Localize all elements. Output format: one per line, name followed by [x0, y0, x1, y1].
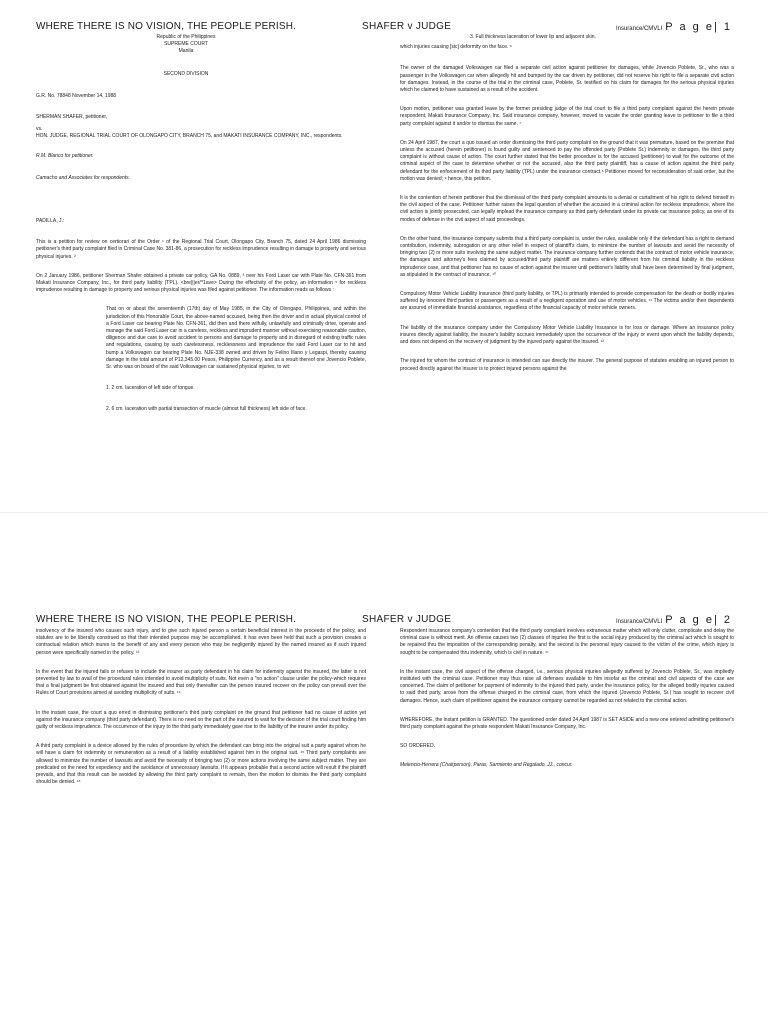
vs-line: vs.	[36, 126, 43, 133]
page2-left-column	[36, 628, 366, 792]
p1-right-para6: Compulsory Motor Vehicle Liability Insurance (third party liability, or TPL) is primarily intended to provide compensation for the death or bodily injuries suffered by innocent third parties or passengers as a result of a negligent operation and use of motor vehicles. ¹¹ The victims and/or their dependents are assured of immediate financial assistance, regardless of the financial capacity of motor vehicle owners.	[400, 291, 734, 312]
injury-item-2: 2. 6 cm. laceration with partial transection of muscle (almost full thickness) left side of face.	[106, 406, 307, 413]
p1-right-para7: The liability of the insurance company under the Compulsory Motor Vehicle Liability Insurance is for loss or damage. Where an insurance policy insures directly against liability, the insurer's liability accrues immediately upon the occurrence of the injury or event upon which the liability depends, and does not depend on the recovery of judgment by the injured party against the insured. ¹²	[400, 324, 734, 346]
p2-right-para2: In the instant case, the civil aspect of the offense charged, i.e., serious physical injuries allegedly suffered by Jovencio Poblete, Sr., was impliedly instituted with the criminal case. Petitioner may thus raise all defenses available to him insofar as the criminal and civil aspects of the case are concerned. The claim of petitioner for payment of indemnity to the injured third party, under the insurance policy, for the alleged bodily injuries caused to said third party, arose from the offense charged in the criminal case, from which the injured (Jovencio Poblete, Sr.) has sought to recover civil damages. Hence, such claim of petitioner against the insurance company cannot be regarded as not related to the criminal action.	[400, 668, 734, 704]
page1-left-column	[36, 34, 366, 420]
header-category: Insurance/CMVLI	[615, 619, 663, 625]
p1-right-para4: It is the contention of herein petitioner that the dismissal of the third party complaint amounts to a denial or curtailment of his right to defend himself in the civil aspect of the case. Petitioner further raises the legal question of whether the accused in a criminal action for reckless imprudence, where the civil action is jointly prosecuted, can legally implead the insurance company as third party defendant under its private car insurance policy, as one of its modes of defense in the civil aspect of said proceedings.	[400, 195, 734, 223]
gr-number: G.R. No. 78848 November 14, 1988	[36, 92, 117, 99]
p2-right-para1: Respondent insurance company's contention that the third party complaint involves extraneous matter which will only clutter, complicate and delay the criminal case is without merit. An offense causes two (2) classes of injuries the first is the social injury produced by the criminal act which is sought to be repaired thru the imposition of the corresponding penalty, and the second is the personal injury caused to the victim of the crime, which injury is sought to be compensated thru indemnity, which is civil in nature. ¹⁷	[400, 628, 734, 656]
ponente: PADILLA, J.:	[36, 218, 65, 225]
header-case-title: SHAFER v JUDGE	[362, 21, 452, 32]
p1-right-para8: The injured for whom the contract of insurance is intended can sue directly the insurer. The general purpose of statutes enabling an injured person to proceed directly against the insurer is to protect injured persons against the	[400, 358, 734, 372]
republic-line: Republic of the Philippines	[156, 34, 216, 40]
counsel-respondents: Camacho and Associates for respondents.	[36, 174, 131, 181]
page-header	[36, 613, 732, 627]
header-page-number: | 2	[713, 614, 732, 626]
so-ordered: SO ORDERED.	[400, 743, 436, 750]
header-page-info	[616, 613, 732, 629]
header-case-title: SHAFER v JUDGE	[362, 614, 452, 625]
header-motto: WHERE THERE IS NO VISION, THE PEOPLE PERISH.	[36, 614, 297, 625]
p1-left-para1: This is a petition for review on certiorari of the Order ¹ of the Regional Trial Court, Olongapo City, Branch 75, dated 24 April 1986 dismissing petitioner's third party complaint filed in Criminal Case No. 381-86, a prosecution for reckless imprudence resulting in damage to property and serious physical injuries. ²	[36, 239, 367, 260]
p1-left-para2: On 2 January 1986, petitioner Sherman Shafer obtained a private car policy, GA No. 0889, ³ over his Ford Laser car with Plate No. CFN-361 from Makati Insurance Company, Inc., for third party liability (TPL). <bre|||er/^1ave> During the effectivity of the policy, an information ⁵ for reckless imprudence resulting in damage to property and serious physical injuries was filed against petitioner. The information reads as follows :	[36, 272, 366, 294]
p1-right-para5: On the other hand, the insurance company submits that a third party complaint is, under the rules, available only if the defendant has a right to demand contribution, indemnity, subrogation or any other relief in respect of plaintiff's claim, to minimize the number of lawsuits and avoid the necessity of bringing two (2) or more suits involving the same subject matter. The insurance company further contends that the contract of motor vehicle insurance, the damages and attorney's fees claimed by accused/third party plaintiff are matters entirely different from his criminal liability in the reckless imprudence case, and that petitioner has no cause of action against the insurer until petitioner's liability shall have been determined by final judgment, as stipulated in the contract of insurance. ¹⁰	[400, 235, 734, 278]
header-page-word: P a g e	[665, 614, 714, 626]
page2-right-column	[400, 628, 734, 776]
p2-left-para4: A third party complaint is a device allowed by the rules of procedure by which the defendant can bring into the original suit a party against whom he will have a claim for indemnity or remuneration as a result of a liability established against him in the original suit. ¹⁵ Third party complaints are allowed to minimize the number of lawsuits and avoid the necessity of bringing two (2) or more actions involving the same subject matter. They are predicated on the need for expediency and the avoidance of unnecessary lawsuits. If it appears probable that a second action will result if the plaintiff prevails, and that this result can be avoided by allowing the third party complaint to remain, then the motion to dismiss the third party complaint should be denied. ¹⁶	[36, 743, 366, 786]
division-line: SECOND DIVISION	[163, 70, 209, 77]
court-line: SUPREME COURT	[164, 41, 208, 48]
counsel-petitioner: R.M. Blanco for petitioner.	[36, 152, 94, 159]
deformity-line: which injuries causing [sic] deformity on the face. ⁶	[400, 44, 512, 51]
p1-right-para2: Upon motion, petitioner was granted leave by the former presiding judge of the trial court to file a third party complaint against the herein private respondent, Makati Insurance Company, Inc. Said insurance company, however, moved to vacate the order granting leave to petitioner to file a third party complaint against it and/or to dismiss the same. ⁷	[400, 106, 734, 127]
p2-left-para2: In the event that the injured fails or refuses to include the insurer as party defendant in his claim for indemnity against the insured, the latter is not prevented by law to avail of the procedural rules intended to avoid multiplicity of suits. Not even a "no action" clause under the policy-which requires that a final judgment be first obtained against the insured and that only thereafter can the person insured recover on the policy can prevail over the Rules of Court provisions aimed at avoiding multiplicity of suits. ¹⁴	[36, 668, 366, 697]
header-category: Insurance/CMVLI	[615, 26, 663, 32]
header-motto: WHERE THERE IS NO VISION, THE PEOPLE PERISH.	[36, 21, 297, 32]
p1-right-para3: On 24 April 1987, the court a quo issued an order dismissing the third party complaint on the ground that it was premature, based on the premise that unless the accused (herein petitioner) is found guilty and sentenced to pay the offended party (Poblete Sr.) indemnity or damages, the third party complaint is without cause of action. The court further stated that the better procedure is for the accused (petitioner) to wait for the outcome of the criminal aspect of the case to determine whether or not the accused, also the third party plaintiff, has a cause of action against the third party defendant for the enforcement of its third party liability (TPL) under the insurance contract.⁸ Petitioner moved for reconsideration of said order, but the motion was denied; ⁹ hence, this petition.	[400, 139, 734, 182]
header-page-number: | 1	[713, 21, 732, 33]
city-line: Manila	[178, 48, 194, 55]
p1-right-para1: The owner of the damaged Volkswagen car filed a separate civil action against petitioner for damages, while Jovencio Poblete, Sr., who was a passenger in the Volkswagen car when allegedly hit and bumped by the car driven by petitioner, did not reserve his right to file a separate civil action for damages. Instead, in the course of the trial in the criminal case, Poblete, Sr. testified on his claim for damages for the serious physical injuries which he claimed to have sustained as a result of the accident.	[400, 65, 734, 94]
petitioner-line: SHERMAN SHAFER, petitioner,	[36, 114, 108, 121]
header-page-word: P a g e	[665, 21, 714, 33]
concurring-justices: Melencio-Herrera (Chairperson), Paras, Sarmiento and Regalado, JJ., concur.	[400, 762, 573, 769]
injury-item-3: 3. Full thickness laceration of lower lip and adjacent skin.	[470, 34, 596, 40]
p2-left-para3: In the instant case, the court a quo erred in dismissing petitioner's third party complaint on the ground that petitioner had no cause of action yet against the insurance company (third party defendant). There is no need on the part of the insured to wait for the decision of the trial court finding him guilty of reckless imprudence. The occurrence of the injury to the third party immediately gave rise to the liability of the insurer under its policy.	[36, 709, 366, 731]
respondents-line: HON. JUDGE, REGIONAL TRIAL COURT OF OLONGAPO CITY, BRANCH 75, and MAKATI INSURANCE COMPANY, INC., respondents.	[36, 133, 343, 140]
p2-left-para1: insolvency of the insured who causes such injury, and to give such injured person a certain beneficial interest in the proceeds of the policy, and statutes are to be liberally construed so that their intended purpose may be accomplished. It has even been held that such a provision creates a contractual relation which inures to the benefit of any and every person who may be negligently injured by the named insured as if such injured person were specifically named in the policy. ¹³	[36, 628, 366, 656]
p2-right-para3: WHEREFORE, the instant petition is GRANTED. The questioned order dated 24 April 1987 is SET ASIDE and a new one entered admitting petitioner's third party complaint against the private respondent Makati Insurance Company, Inc.	[400, 716, 734, 731]
page-header	[36, 20, 732, 34]
information-quote: That on or about the seventeenth (17th) day of May 1985, in the City of Olongapo, Philippines, and within the jurisdiction of this Honorable Court, the above-named accused, being then the driver and in actual physical control of a Ford Laser car bearing Plate No. CFN-361, did then and there wilfully, unlawfully and criminally drive, operate and manage the said Ford Laser car in a careless, reckless and imprudent manner without exercising reasonable caution, diligence and due care to avoid accident to persons and damage to property and in disregard of existing traffic rules and regulations, causing by such carelessness, recklessness and imprudence the said Ford Laser car to hit and bump a Volkswagen car bearing Plate No. NJE-338 owned and driven by Felino Illano y Legaspi, thereby causing damage in the total amount of P12,345.00 Pesos, Philippine Currency, and as a result thereof one Jovencio Poblete, Sr. who was on board of the said Volkswagen car sustained physical injuries, to wit:	[106, 306, 366, 371]
injury-item-1: 1. 2 cm. laceration of left side of tongue.	[106, 385, 195, 392]
document-page-2	[0, 512, 768, 1025]
page1-right-column	[400, 34, 734, 379]
document-page-1	[0, 0, 768, 512]
